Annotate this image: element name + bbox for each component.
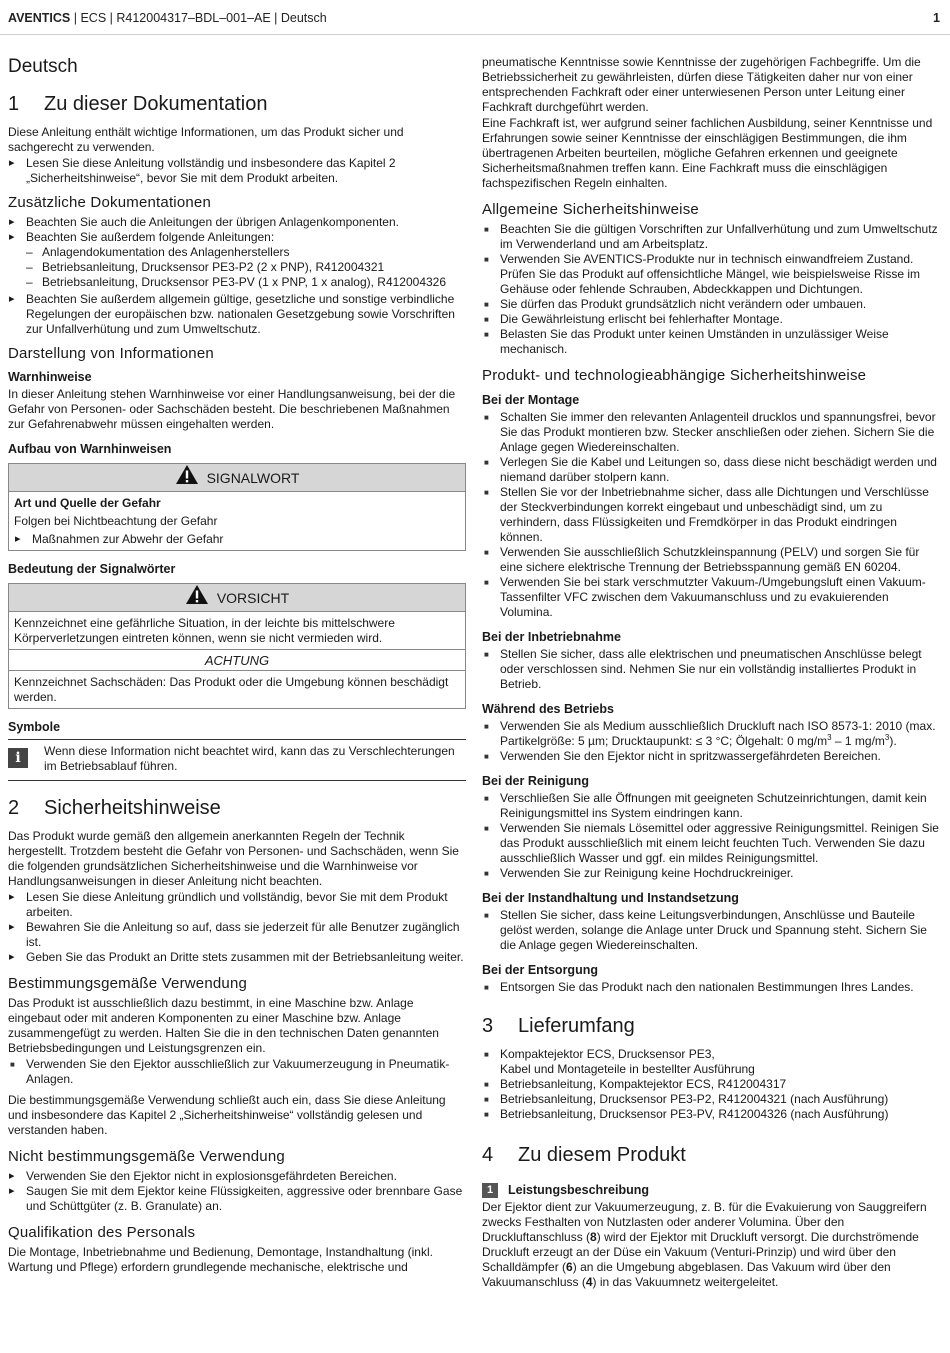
bullet-list bbox=[482, 980, 940, 995]
minor-heading: Bei der Instandhaltung und Instandsetzung bbox=[482, 891, 739, 905]
minor-heading: Bei der Entsorgung bbox=[482, 963, 598, 977]
section-title: Zu dieser Dokumentation bbox=[44, 93, 268, 115]
minor-heading: Symbole bbox=[8, 720, 61, 734]
brand-name: AVENTICS bbox=[8, 11, 71, 25]
list-item: ▸ Verwenden Sie den Ejektor nicht in explosionsgefährdeten Bereichen. bbox=[8, 1169, 466, 1184]
superscript: 3 bbox=[884, 733, 890, 742]
list-item: ■ Verwenden Sie den Ejektor ausschließlich zur Vakuumerzeugung in Pneumatik-Anlagen. bbox=[8, 1057, 466, 1087]
page-number: 1 bbox=[933, 11, 940, 25]
minor-heading: Während des Betriebs bbox=[482, 702, 614, 716]
symbol-info-row bbox=[8, 739, 466, 781]
section-title: Lieferumfang bbox=[518, 1015, 635, 1037]
superscript: 3 bbox=[827, 733, 832, 742]
list-item: ■ Verlegen Sie die Kabel und Leitungen so, dass diese nicht beschädigt werden und niemand darüber stolpern kann. bbox=[482, 455, 940, 485]
list-item: ■ Verwenden Sie bei stark verschmutzter Vakuum-/Umgebungsluft einen Vakuum-Tassenfilter VFC zwischen dem Vakuumanschluss und zu evakuierenden Volumina. bbox=[482, 575, 940, 620]
text-run: ). bbox=[889, 734, 897, 748]
signal-word: VORSICHT bbox=[216, 590, 290, 606]
section-1-heading bbox=[8, 91, 466, 117]
list-item: – Anlagendokumentation des Anlagenherstellers bbox=[8, 245, 466, 260]
minor-heading bbox=[482, 1182, 940, 1198]
list-item: ▸ Beachten Sie außerdem allgemein gültige, gesetzliche und sonstige verbindliche Regelungen der europäischen bzw. nationalen Gesetzgebung sowie Vorschriften zur Unfallverhütung und zum Umweltschutz. bbox=[8, 292, 466, 337]
text-run: ) wird der Ejektor mit Druckluft versorgt. Die durchströmende Druckluft erzeugt an der Düse ein Vakuum (Venturi-Prinzip) und wird über den Schalldämpfer ( bbox=[482, 1230, 919, 1275]
section-number: 4 bbox=[482, 1144, 494, 1166]
subsection-heading: Allgemeine Sicherheitshinweise bbox=[482, 201, 699, 218]
list-item: ■ Stellen Sie sicher, dass alle elektrischen und pneumatischen Anschlüsse belegt oder verschlossen sind. Nehmen Sie nur ein vollständig installiertes Produkt in Betrieb. bbox=[482, 647, 940, 692]
list-item: ■ Beachten Sie die gültigen Vorschriften zur Unfallverhütung und zum Umweltschutz im Verwenderland und am Arbeitsplatz. bbox=[482, 222, 940, 252]
warning-triangle-icon bbox=[185, 584, 209, 614]
section-number: 2 bbox=[8, 797, 20, 819]
text-run: ) an die Umgebung abgeblasen. Das Vakuum wird über den Vakuumanschluss ( bbox=[482, 1260, 891, 1290]
minor-heading-text: Leistungsbeschreibung bbox=[508, 1183, 649, 1197]
warning-box-structure bbox=[8, 463, 466, 551]
section-4-heading bbox=[482, 1142, 940, 1168]
list-item: ▸ Beachten Sie auch die Anleitungen der übrigen Anlagenkomponenten. bbox=[8, 215, 466, 230]
paragraph bbox=[482, 1200, 940, 1290]
header-doc-info: | ECS | R412004317–BDL–001–AE | Deutsch bbox=[70, 11, 327, 25]
subsection-heading: Produkt- und technologieabhängige Sicherheitshinweise bbox=[482, 367, 867, 384]
dash-list bbox=[8, 245, 466, 290]
list-item: ■ Verschließen Sie alle Öffnungen mit geeigneten Schutzeinrichtungen, damit kein Reinigungsmittel ins System eindringen kann. bbox=[482, 791, 940, 821]
list-item: ■ Sie dürfen das Produkt grundsätzlich nicht verändern oder umbauen. bbox=[482, 297, 940, 312]
minor-heading: Bei der Reinigung bbox=[482, 774, 589, 788]
list-item: – Betriebsanleitung, Drucksensor PE3-PV (1 x PNP, 1 x analog), R412004326 bbox=[8, 275, 466, 290]
list-item bbox=[482, 1047, 940, 1077]
notice-description: Kennzeichnet Sachschäden: Das Produkt oder die Umgebung können beschädigt werden. bbox=[14, 675, 449, 704]
subsection-heading: Zusätzliche Dokumentationen bbox=[8, 194, 212, 211]
minor-heading: Bei der Inbetriebnahme bbox=[482, 630, 621, 644]
bullet-list bbox=[8, 1057, 466, 1087]
text-run: Der Ejektor dient zur Vakuumerzeugung, z. B. für die Evakuierung von Sauggreifern zwecks Festhalten von Nutzlasten oder anderer Volumina. Über den Druckluftanschluss ( bbox=[482, 1200, 927, 1245]
text-run: ) in das Vakuumnetz weitergeleitet. bbox=[592, 1275, 779, 1290]
header-divider bbox=[0, 34, 950, 35]
bullet-list bbox=[8, 890, 466, 965]
hazard-type: Art und Quelle der Gefahr bbox=[14, 496, 161, 510]
section-number: 1 bbox=[8, 93, 20, 115]
section-number: 3 bbox=[482, 1015, 494, 1037]
left-column bbox=[8, 55, 466, 1276]
list-item: ■ Entsorgen Sie das Produkt nach den nationalen Bestimmungen Ihres Landes. bbox=[482, 980, 940, 995]
bullet-list bbox=[8, 1169, 466, 1214]
paragraph: Das Produkt wurde gemäß den allgemein anerkannten Regeln der Technik hergestellt. Trotzdem besteht die Gefahr von Personen- und Sachschäden, wenn Sie die folgenden grundsätzlichen Sicherheitshinweise und die Warnhinweise vor Handlungsanweisungen in dieser Anleitung nicht beachten. bbox=[8, 829, 459, 888]
list-item: ■ Verwenden Sie niemals Lösemittel oder aggressive Reinigungsmittel. Reinigen Sie das Produkt ausschließlich mit einem leicht feuchten Tuch. Verwenden Sie dazu ausschließlich Wasser und ggf. ein mildes Reinigungsmittel. bbox=[482, 821, 940, 866]
page-header bbox=[8, 11, 940, 26]
bullet-list bbox=[482, 791, 940, 881]
list-item: – Betriebsanleitung, Drucksensor PE3-P2 (2 x PNP), R412004321 bbox=[8, 260, 466, 275]
signal-words-box bbox=[8, 583, 466, 709]
port-number: 4 bbox=[585, 1275, 593, 1290]
list-item: ■ Verwenden Sie AVENTICS-Produkte nur in technisch einwandfreiem Zustand. Prüfen Sie das Produkt auf offensichtliche Mängel, wie beispielsweise Risse im Gehäuse oder fehlende Schrauben, Abdeckkappen und Dichtungen. bbox=[482, 252, 940, 297]
list-item: ■ Schalten Sie immer den relevanten Anlagenteil drucklos und spannungsfrei, bevor Sie das Produkt montieren bzw. Stecker anschließen oder ziehen. Sichern Sie die Anlage gegen Wiedereinschalten. bbox=[482, 410, 940, 455]
info-icon: i bbox=[8, 748, 28, 768]
minor-heading: Aufbau von Warnhinweisen bbox=[8, 442, 172, 456]
list-item: ▸ Geben Sie das Produkt an Dritte stets zusammen mit der Betriebsanleitung weiter. bbox=[8, 950, 466, 965]
bullet-list bbox=[482, 719, 940, 764]
bullet-list bbox=[8, 292, 466, 337]
caution-header bbox=[9, 584, 465, 612]
port-number: 8 bbox=[590, 1230, 597, 1245]
paragraph: Das Produkt ist ausschließlich dazu bestimmt, in eine Maschine bzw. Anlage eingebaut oder mit anderen Komponenten zu einer Maschine bzw. Anlage zusammengefügt zu werden. Halten Sie die in den technischen Daten genannten Betriebsbedingungen und Leistungsgrenzen ein. bbox=[8, 996, 439, 1055]
list-item: ■ Betriebsanleitung, Drucksensor PE3-PV, R412004326 (nach Ausführung) bbox=[482, 1107, 940, 1122]
section-title: Zu diesem Produkt bbox=[518, 1144, 686, 1166]
text-run: Verwenden Sie als Medium ausschließlich Druckluft nach ISO 8573-1: 2010 (max. Partikelgröße: 5 µm; Drucktaupunkt: ≤ 3 °C; Ölgehalt: 0 mg/m bbox=[500, 719, 936, 748]
language-title: Deutsch bbox=[8, 56, 78, 77]
list-item: ■ Die Gewährleistung erlischt bei fehlerhafter Montage. bbox=[482, 312, 940, 327]
bullet-list bbox=[482, 647, 940, 692]
section-title: Sicherheitshinweise bbox=[44, 797, 221, 819]
bullet-list bbox=[482, 908, 940, 953]
notice-header: ACHTUNG bbox=[9, 649, 465, 671]
signal-word: SIGNALWORT bbox=[206, 470, 300, 486]
list-item bbox=[482, 719, 940, 749]
list-item: ▸ Maßnahmen zur Abwehr der Gefahr bbox=[14, 532, 460, 547]
paragraph: Eine Fachkraft ist, wer aufgrund seiner fachlichen Ausbildung, seiner Kenntnisse und Erfahrungen sowie seiner Kenntnisse der einschlägigen Bestimmungen, die ihm übertragenen Arbeiten beurteilen, mögliche Gefahren erkennen und geeignete Sicherheitsmaßnahmen treffen kann. Eine Fachkraft muss die einschlägigen fachspezifischen Regeln einhalten. bbox=[482, 116, 933, 190]
caution-description: Kennzeichnet eine gefährliche Situation, in der leichte bis mittelschwere Körperverletzungen eintreten können, wenn sie nicht vermieden wird. bbox=[14, 616, 395, 645]
bullet-list bbox=[482, 1047, 940, 1122]
subsection-heading: Bestimmungsgemäße Verwendung bbox=[8, 975, 248, 992]
warning-box-header bbox=[9, 464, 465, 492]
symbol-description: Wenn diese Information nicht beachtet wird, kann das zu Verschlechterungen im Betriebsablauf führen. bbox=[44, 744, 455, 773]
paragraph: pneumatische Kenntnisse sowie Kenntnisse der zugehörigen Fachbegriffe. Um die Betriebssicherheit zu gewährleisten, dürfen diese Tätigkeiten daher nur von einer entsprechenden Fachkraft oder einer unterwiesenen Person unter Leitung einer Fachkraft durchgeführt werden. bbox=[482, 55, 921, 114]
list-item: ■ Stellen Sie sicher, dass keine Leitungsverbindungen, Anschlüsse und Bauteile gelöst werden, solange die Anlage unter Druck und Spannung steht. Sichern Sie die Anlage gegen Wiedereinschalten. bbox=[482, 908, 940, 953]
text-run: Kompaktejektor ECS, Drucksensor PE3, bbox=[500, 1047, 715, 1061]
paragraph: Diese Anleitung enthält wichtige Informationen, um das Produkt sicher und sachgerecht zu verwenden. bbox=[8, 125, 404, 154]
warning-triangle-icon bbox=[175, 464, 199, 494]
minor-heading: Bedeutung der Signalwörter bbox=[8, 562, 176, 576]
list-item: ▸ Lesen Sie diese Anleitung gründlich und vollständig, bevor Sie mit dem Produkt arbeiten. bbox=[8, 890, 466, 920]
list-item: ■ Verwenden Sie ausschließlich Schutzkleinspannung (PELV) und sorgen Sie für eine sichere elektrische Trennung der Betriebsspannung gemäß EN 60204. bbox=[482, 545, 940, 575]
text-run: Kabel und Montageteile in bestellter Ausführung bbox=[500, 1062, 755, 1076]
list-item: ▸ Saugen Sie mit dem Ejektor keine Flüssigkeiten, aggressive oder brennbare Gase und Schüttgüter (z. B. Granulate) an. bbox=[8, 1184, 466, 1214]
figure-badge: 1 bbox=[482, 1183, 498, 1198]
list-item: ■ Betriebsanleitung, Kompaktejektor ECS, R412004317 bbox=[482, 1077, 940, 1092]
paragraph: Die bestimmungsgemäße Verwendung schließt auch ein, dass Sie diese Anleitung und insbesondere das Kapitel 2 „Sicherheitshinweise“ vollständig gelesen und verstanden haben. bbox=[8, 1093, 446, 1137]
list-item: ■ Betriebsanleitung, Drucksensor PE3-P2, R412004321 (nach Ausführung) bbox=[482, 1092, 940, 1107]
text-run: – 1 mg/m bbox=[831, 734, 885, 748]
bullet-list bbox=[14, 532, 460, 547]
bullet-list bbox=[8, 156, 466, 186]
port-number: 6 bbox=[566, 1260, 573, 1275]
hazard-consequence: Folgen bei Nichtbeachtung der Gefahr bbox=[14, 514, 218, 528]
list-item: ■ Belasten Sie das Produkt unter keinen Umständen in unzulässiger Weise mechanisch. bbox=[482, 327, 940, 357]
list-item: ■ Verwenden Sie zur Reinigung keine Hochdruckreiniger. bbox=[482, 866, 940, 881]
subsection-heading: Nicht bestimmungsgemäße Verwendung bbox=[8, 1148, 285, 1165]
paragraph: In dieser Anleitung stehen Warnhinweise vor einer Handlungsanweisung, bei der die Gefahr von Personen- oder Sachschäden besteht. Die beschriebenen Maßnahmen zur Gefahrenabwehr müssen eingehalten werden. bbox=[8, 387, 456, 431]
minor-heading: Warnhinweise bbox=[8, 370, 92, 384]
warning-box-body bbox=[9, 492, 465, 550]
right-column bbox=[482, 55, 940, 1291]
list-item: ■ Verwenden Sie den Ejektor nicht in spritzwassergefährdeten Bereichen. bbox=[482, 749, 940, 764]
subsection-heading: Darstellung von Informationen bbox=[8, 345, 214, 362]
bullet-list bbox=[482, 222, 940, 357]
bullet-list bbox=[8, 215, 466, 245]
list-item: ▸ Lesen Sie diese Anleitung vollständig und insbesondere das Kapitel 2 „Sicherheitshinweise“, bevor Sie mit dem Produkt arbeiten. bbox=[8, 156, 466, 186]
section-3-heading bbox=[482, 1013, 940, 1039]
section-2-heading bbox=[8, 795, 466, 821]
list-item: ■ Stellen Sie vor der Inbetriebnahme sicher, dass alle Dichtungen und Verschlüsse der Steckverbindungen korrekt eingebaut und unbeschädigt sind, um zu verhindern, dass Flüssigkeiten und Fremdkörper in das Produkt eindringen können. bbox=[482, 485, 940, 545]
subsection-heading: Qualifikation des Personals bbox=[8, 1224, 196, 1241]
minor-heading: Bei der Montage bbox=[482, 393, 580, 407]
paragraph: Die Montage, Inbetriebnahme und Bedienung, Demontage, Instandhaltung (inkl. Wartung und Pflege) erfordern grundlegende mechanische, elektrische und bbox=[8, 1245, 433, 1274]
list-item: ▸ Beachten Sie außerdem folgende Anleitungen: bbox=[8, 230, 466, 245]
bullet-list bbox=[482, 410, 940, 620]
list-item: ▸ Bewahren Sie die Anleitung so auf, dass sie jederzeit für alle Benutzer zugänglich ist. bbox=[8, 920, 466, 950]
